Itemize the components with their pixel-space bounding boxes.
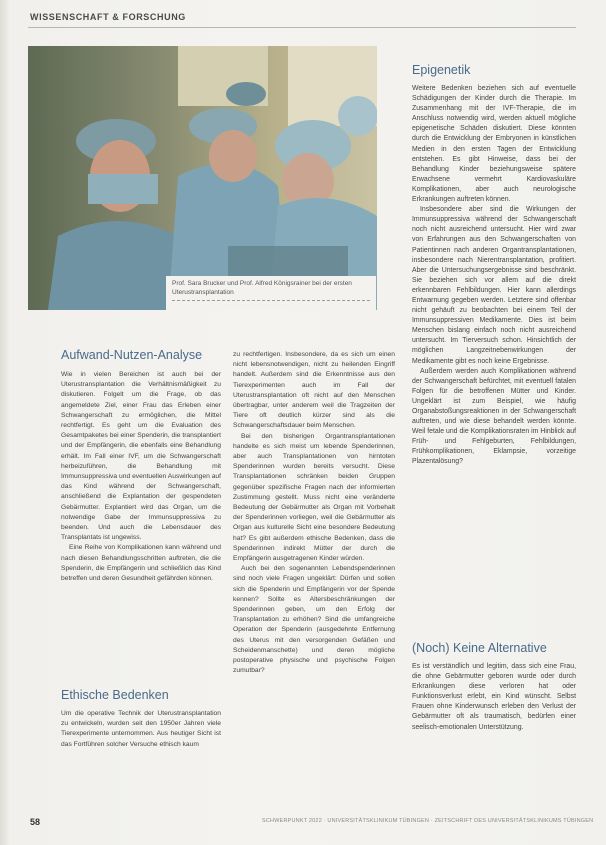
footer-note: SCHWERPUNKT 2022 · UNIVERSITÄTSKLINIKUM TÜBINGEN · ZEITSCHRIFT DES UNIVERSITÄTSKLINIKUMS TÜBINGEN [262,818,594,824]
section-header: WISSENSCHAFT & FORSCHUNG [30,12,186,22]
paragraph: zu rechtfertigen. Insbesondere, da es sich um einen nicht lebensnotwendigen, nicht zu heilenden Eingriff handelt. Außerdem sind die Erkenntnisse aus den Tierexperimenten auch im Fall der Uterustransplantation oft nicht auf den Menschen übertragbar, unter anderem weil die Tragzeiten der Tiere oft deutlich kürzer sind als die Schwangerschaftsdauer beim Menschen. [233,351,395,430]
paragraph: Bei den bisherigen Organtransplantationen handelte es sich meist um lebende Spenderinnen, aber auch Transplantationen von hirntoten Spenderinnen wurden bereits versucht. Diese Transplantationen schränken beiden Gruppen gegenüber spezifische Fragen nach der informierten Zustimmung gestellt. Muss nicht eine veränderte Bedeutung der Gebärmutter als Organ mit Vorbehalt der Spenderinnen vorliegen, weil die Gebärmutter als Organ aus kulturelle Sicht eine besondere Bedeutung hat? Es gibt außerdem ethische Bedenken, dass die Spenderinnen indirekt Mütter der durch die Empfängerin ausgetragenen Kinder würden. [233,432,395,563]
page-number: 58 [30,817,41,827]
heading-epigenetik: Epigenetik [412,63,471,77]
column-aufwand [61,370,221,584]
heading-ethik: Ethische Bedenken [61,688,169,702]
paragraph: Um die operative Technik der Uterustransplantation zu entwickeln, wurden seit den 1950er Jahren viele Tierexperimente unternommen. Aus heutiger Sicht ist das Fortführen solcher Versuche ethisch kaum [61,710,221,748]
caption-rule [172,300,370,301]
paragraph: Es ist verständlich und legitim, dass sich eine Frau, die ohne Gebärmutter geboren wurde oder durch Erkrankungen diese verloren hat oder Funktionsverlust erlebt, ein Kind wünscht. Selbst Frauen ohne Kinderwunsch erleben den Verlust der Gebärmutter oft als traumatisch, bedürfen einer seelisch-emotionalen Unterstützung. [412,663,576,731]
column-epigenetik [412,84,576,468]
surgery-photo-image [28,46,377,310]
column-ethik [61,709,221,750]
heading-alternative: (Noch) Keine Alternative [412,641,547,655]
paragraph: Eine Reihe von Komplikationen kann während und nach diesen Behandlungsschritten auftreten, die die Spenderin, die Empfängerin und schließlich das Kind betreffen und deren Gesundheit gefährden können. [61,544,221,583]
paragraph: Wie in vielen Bereichen ist auch bei der Uterustransplantation die Verhältnismäßigkeit zu diskutieren. Folgelt um die Frage, ob das angemeldete Ziel, einer Frau das Erleben einer Schwangerschaft zu ermöglichen, die Mittel rechtfertigt. Es geht um die Evaluation des Gesamtpaketes bei einer Spenderin, die transplantiert und der Empfängerin, die ebenfalls eine Behandlung erhält. Im Fall einer IVF, um die Schwangerschaft herbeizuführen, die Behandlung mit Immunsuppressiva und eventuellen Auswirkungen auf das Kind während der Schwangerschaft, anschließend die Explantation der gespendeten Gebärmutter. Explantiert wird das Organ, um die notwendige Gabe der Immunsuppressiva zu beenden. Und auch die Lebensdauer des Transplantats ist ungewiss. [61,371,221,542]
column-middle [233,350,395,677]
paragraph: Auch bei den sogenannten Lebendspenderinnen sind noch viele Fragen ungeklärt: Dürfen und sollen sich die Spenderin und Empfängerin vor der Spende kennen? Sollte es Altersbeschränkungen der Spenderinnen geben, um den Erfolg der Transplantation zu erhöhen? Sind die umfangreiche Operation der Spenderin (ausgedehnte Entfernung des Uterus mit den versorgenden Gefäßen und Scheidenmanschette) und deren mögliche postoperative physische und psychische Folgen zumutbar? [233,565,395,675]
column-alternative [412,662,576,733]
photo-caption [166,276,376,310]
paragraph: Insbesondere aber sind die Wirkungen der Immunsuppressiva während der Schwangerschaft noch nicht ausreichend untersucht. Hier wird zwar von Erfahrungen aus den Schwangerschaften von Patientinnen nach anderen Organtransplantationen, insbesondere nach Nierentransplantation, profitiert. Aber die Untersuchungsergebnisse sind beschränkt. Sie beziehen sich vor allem auf die direkt erkennbaren Fehlbildungen. Hier kann allerdings Entwarnung gegeben werden. Letztere sind offenbar nicht gehäuft zu beobachten bei einem Teil der Immunsuppressiven Medikamente. Dies ist beim Menschen bislang einfach noch nicht ausreichend untersucht. Im Tierversuch schon. Hinsichtlich der möglichen Langzeitnebenwirkungen der Medikamente gibt es noch keine Ergebnisse. [412,206,576,365]
photo-caption-text: Prof. Sara Brucker und Prof. Alfred Königsrainer bei der ersten Uterustransplantation [172,280,352,296]
surgery-photo [28,46,377,310]
heading-aufwand: Aufwand-Nutzen-Analyse [61,348,203,362]
paragraph: Außerdem werden auch Komplikationen während der Schwangerschaft befürchtet, mit eventuell fatalen Folgen für die betroffenen Mütter und Kinder. Ungeklärt ist zum Beispiel, wie häufig Organabstoßungsreaktionen in der Schwangerschaft auftreten, und wie diese behandelt werden könnte. Weil fetale und die Komplikationsraten im Hinblick auf Früh- und Fehlgeburten, Fehlbildungen, Frühkomplikationen, Eklampsie, vorzeitige Plazentalösung? [412,367,576,466]
paragraph: Weitere Bedenken beziehen sich auf eventuelle Schädigungen der Kinder durch die Therapie. Im Zusammenhang mit der IVF-Therapie, die im Anschluss notwendig wird, werden aktuell mögliche epigenetische Schäden diskutiert. Diese könnten durch die Entwicklung der Embryonen in künstlichen Medien in den ersten Tagen der Entwicklung entstehen. Es gibt Hinweise, dass bei der Behandlung Kinder beziehungsweise spätere Erwachsene vermehrt Kardiovaskuläre Komplikationen, aber auch neurologische Erkrankungen auftreten können. [412,85,576,204]
